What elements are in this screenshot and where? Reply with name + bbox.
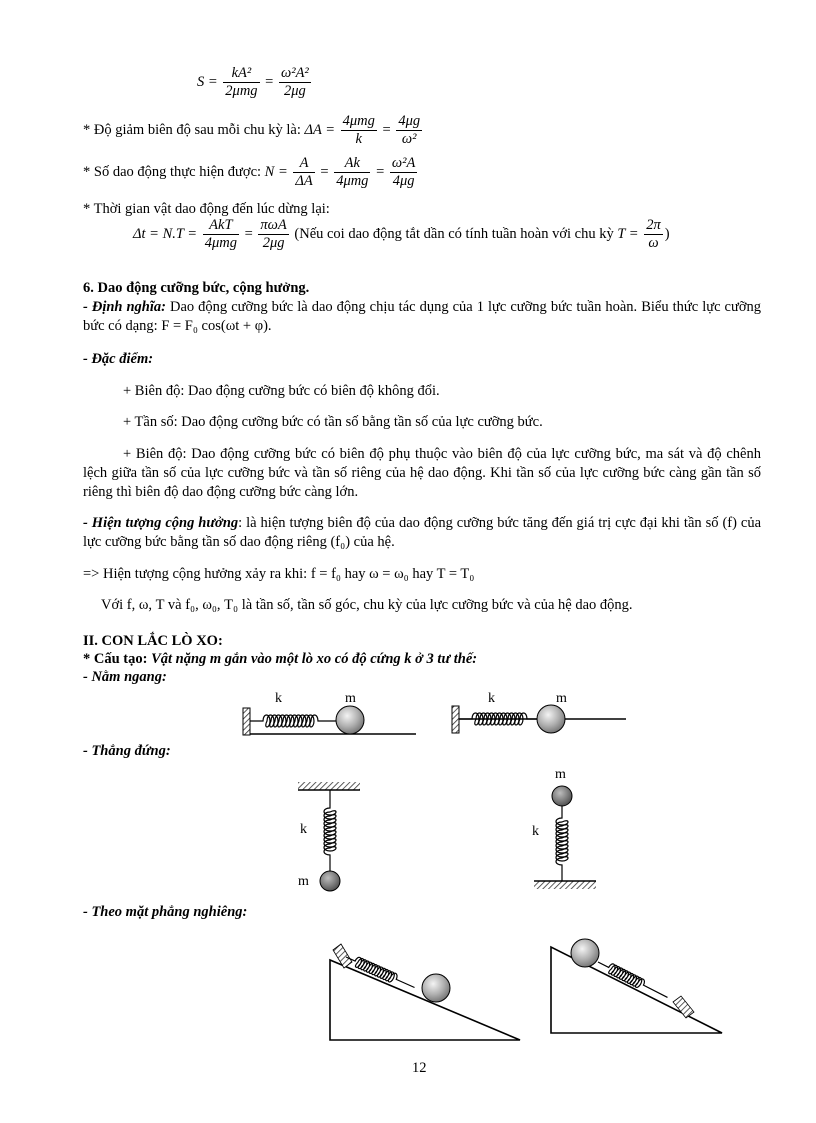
fraction: $\frac{\text{kA²}}{\text{2μmg}}$ [225, 65, 258, 100]
spring [250, 715, 336, 727]
mass-ball [422, 974, 450, 1002]
label-k: k [275, 691, 282, 706]
incline [330, 960, 520, 1040]
wall [452, 706, 459, 733]
resonance-condition: => Hiện tượng cộng hưởng xảy ra khi: f = f₀ hay ω = ω₀ hay T = T₀ [83, 566, 475, 582]
label-m: m [556, 691, 567, 706]
formula-oscillation-count: * Số dao động thực hiện được: N = $\frac{A}{\Delta A}$ = $\frac{Ak}{\text{4μmg}}$ = $\frac{\text{ω²A}}{4\mu g}$ [83, 155, 416, 190]
mass-ball [320, 871, 340, 891]
label-k: k [488, 691, 495, 706]
fraction: $\frac{\text{πωA}}{2\mu g}$ [260, 217, 287, 252]
time-label: * Thời gian vật dao động đến lúc dừng lại: [83, 201, 330, 217]
section-2-heading: II. CON LẮC LÒ XO: [83, 633, 223, 649]
fraction: $\frac{\text{ω²A²}}{2\mu g}$ [280, 65, 309, 100]
mass-ball [336, 706, 364, 734]
fraction: $\frac{\text{ω²A}}{4\mu g}$ [391, 155, 416, 190]
vertical-standing-spring-diagram [532, 767, 596, 889]
section-6-heading: 6. Dao động cưỡng bức, cộng hưởng. [83, 280, 310, 296]
label-m: m [298, 874, 309, 889]
fraction: $\frac{Ak}{\text{4μmg}}$ [336, 155, 369, 190]
feature-3: + Biên độ: Dao động cưỡng bức có biên độ phụ thuộc vào biên độ của lực cưỡng bức, ma sát và độ chênh lệch giữa tần số của lực cưỡng bức và tần số riêng của hệ dao động. Khi tần số của lực cưỡng bức càng gần tần số riêng thì biên độ dao động cưỡng bức càng lớn. [83, 446, 761, 500]
definition-paragraph: - Định nghĩa: Dao động cưỡng bức là dao động chịu tác dụng của 1 lực cưỡng bức tuần hoàn. Biểu thức lực cưỡng bức có dạng: F = F₀ cos(ωt + φ). [83, 299, 761, 334]
floor [534, 881, 596, 889]
fraction: $\frac{2\pi}{\omega}$ [646, 217, 661, 252]
mass-ball [537, 705, 565, 733]
ceiling [298, 782, 360, 790]
resonance-where: Với f, ω, T và f₀, ω₀, T₀ là tần số, tần số góc, chu kỳ của lực cưỡng bức và của hệ dao động. [101, 597, 633, 613]
vertical-label: - Thẳng đứng: [83, 743, 171, 759]
fraction: $\frac{\text{AkT}}{\text{4μmg}}$ [204, 217, 237, 252]
mass-ball [571, 939, 599, 967]
horizontal-label: - Nằm ngang: [83, 669, 167, 685]
structure-line: * Cấu tạo: Vật nặng m gắn vào một lò xo có độ cứng k ở 3 tư thế: [83, 651, 478, 667]
inclined-plane-diagram-2 [551, 939, 722, 1033]
feature-2: + Tần số: Dao động cưỡng bức có tần số bằng tần số của lực cưỡng bức. [123, 414, 543, 430]
resonance-paragraph: - Hiện tượng cộng hưởng: là hiện tượng biên độ của dao động cưỡng bức tăng đến giá trị cực đại khi tần số (f) của lực cưỡng bức bằng tần số dao động riêng (f₀) của hệ. [83, 515, 762, 550]
features-label: - Đặc điểm: [83, 351, 154, 367]
formula-S: S = $\frac{\text{kA²}}{\text{2μmg}}$ = $\frac{\text{ω²A²}}{2\mu g}$ [197, 65, 309, 100]
feature-1: + Biên độ: Dao động cưỡng bức có biên độ không đổi. [123, 383, 440, 399]
spring [556, 806, 568, 881]
inclined-plane-diagram-1 [330, 944, 520, 1040]
mass-ball [552, 786, 572, 806]
label-m: m [345, 691, 356, 706]
horizontal-spring-diagram-1 [243, 691, 416, 735]
formula-amplitude-decrease: * Độ giảm biên độ sau mỗi chu kỳ là: ΔA = $\frac{\text{4μmg}}{k}$ = $\frac{4\mu g}{\text{ω²}}$ [83, 113, 421, 148]
vertical-hanging-spring-diagram [298, 782, 360, 891]
label-k: k [532, 824, 539, 839]
spring [324, 790, 336, 872]
fraction: $\frac{A}{\Delta A}$ [295, 155, 313, 190]
label-m: m [555, 767, 566, 782]
fraction: $\frac{4\mu g}{\text{ω²}}$ [398, 113, 421, 148]
wall [243, 708, 250, 735]
inclined-label: - Theo mặt phẳng nghiêng: [83, 904, 248, 920]
fraction: $\frac{\text{4μmg}}{k}$ [342, 113, 375, 148]
formula-time: Δt = N.T = $\frac{\text{AkT}}{\text{4μmg}}$ = $\frac{\text{πωA}}{2\mu g}$ (Nếu coi dao động tắt dần có tính tuần hoàn với chu kỳ T = $\frac{2\pi}{\omega}$ ) [133, 217, 670, 252]
horizontal-spring-diagram-2 [452, 691, 626, 733]
label-k: k [300, 822, 307, 837]
page-number: 12 [412, 1060, 427, 1076]
